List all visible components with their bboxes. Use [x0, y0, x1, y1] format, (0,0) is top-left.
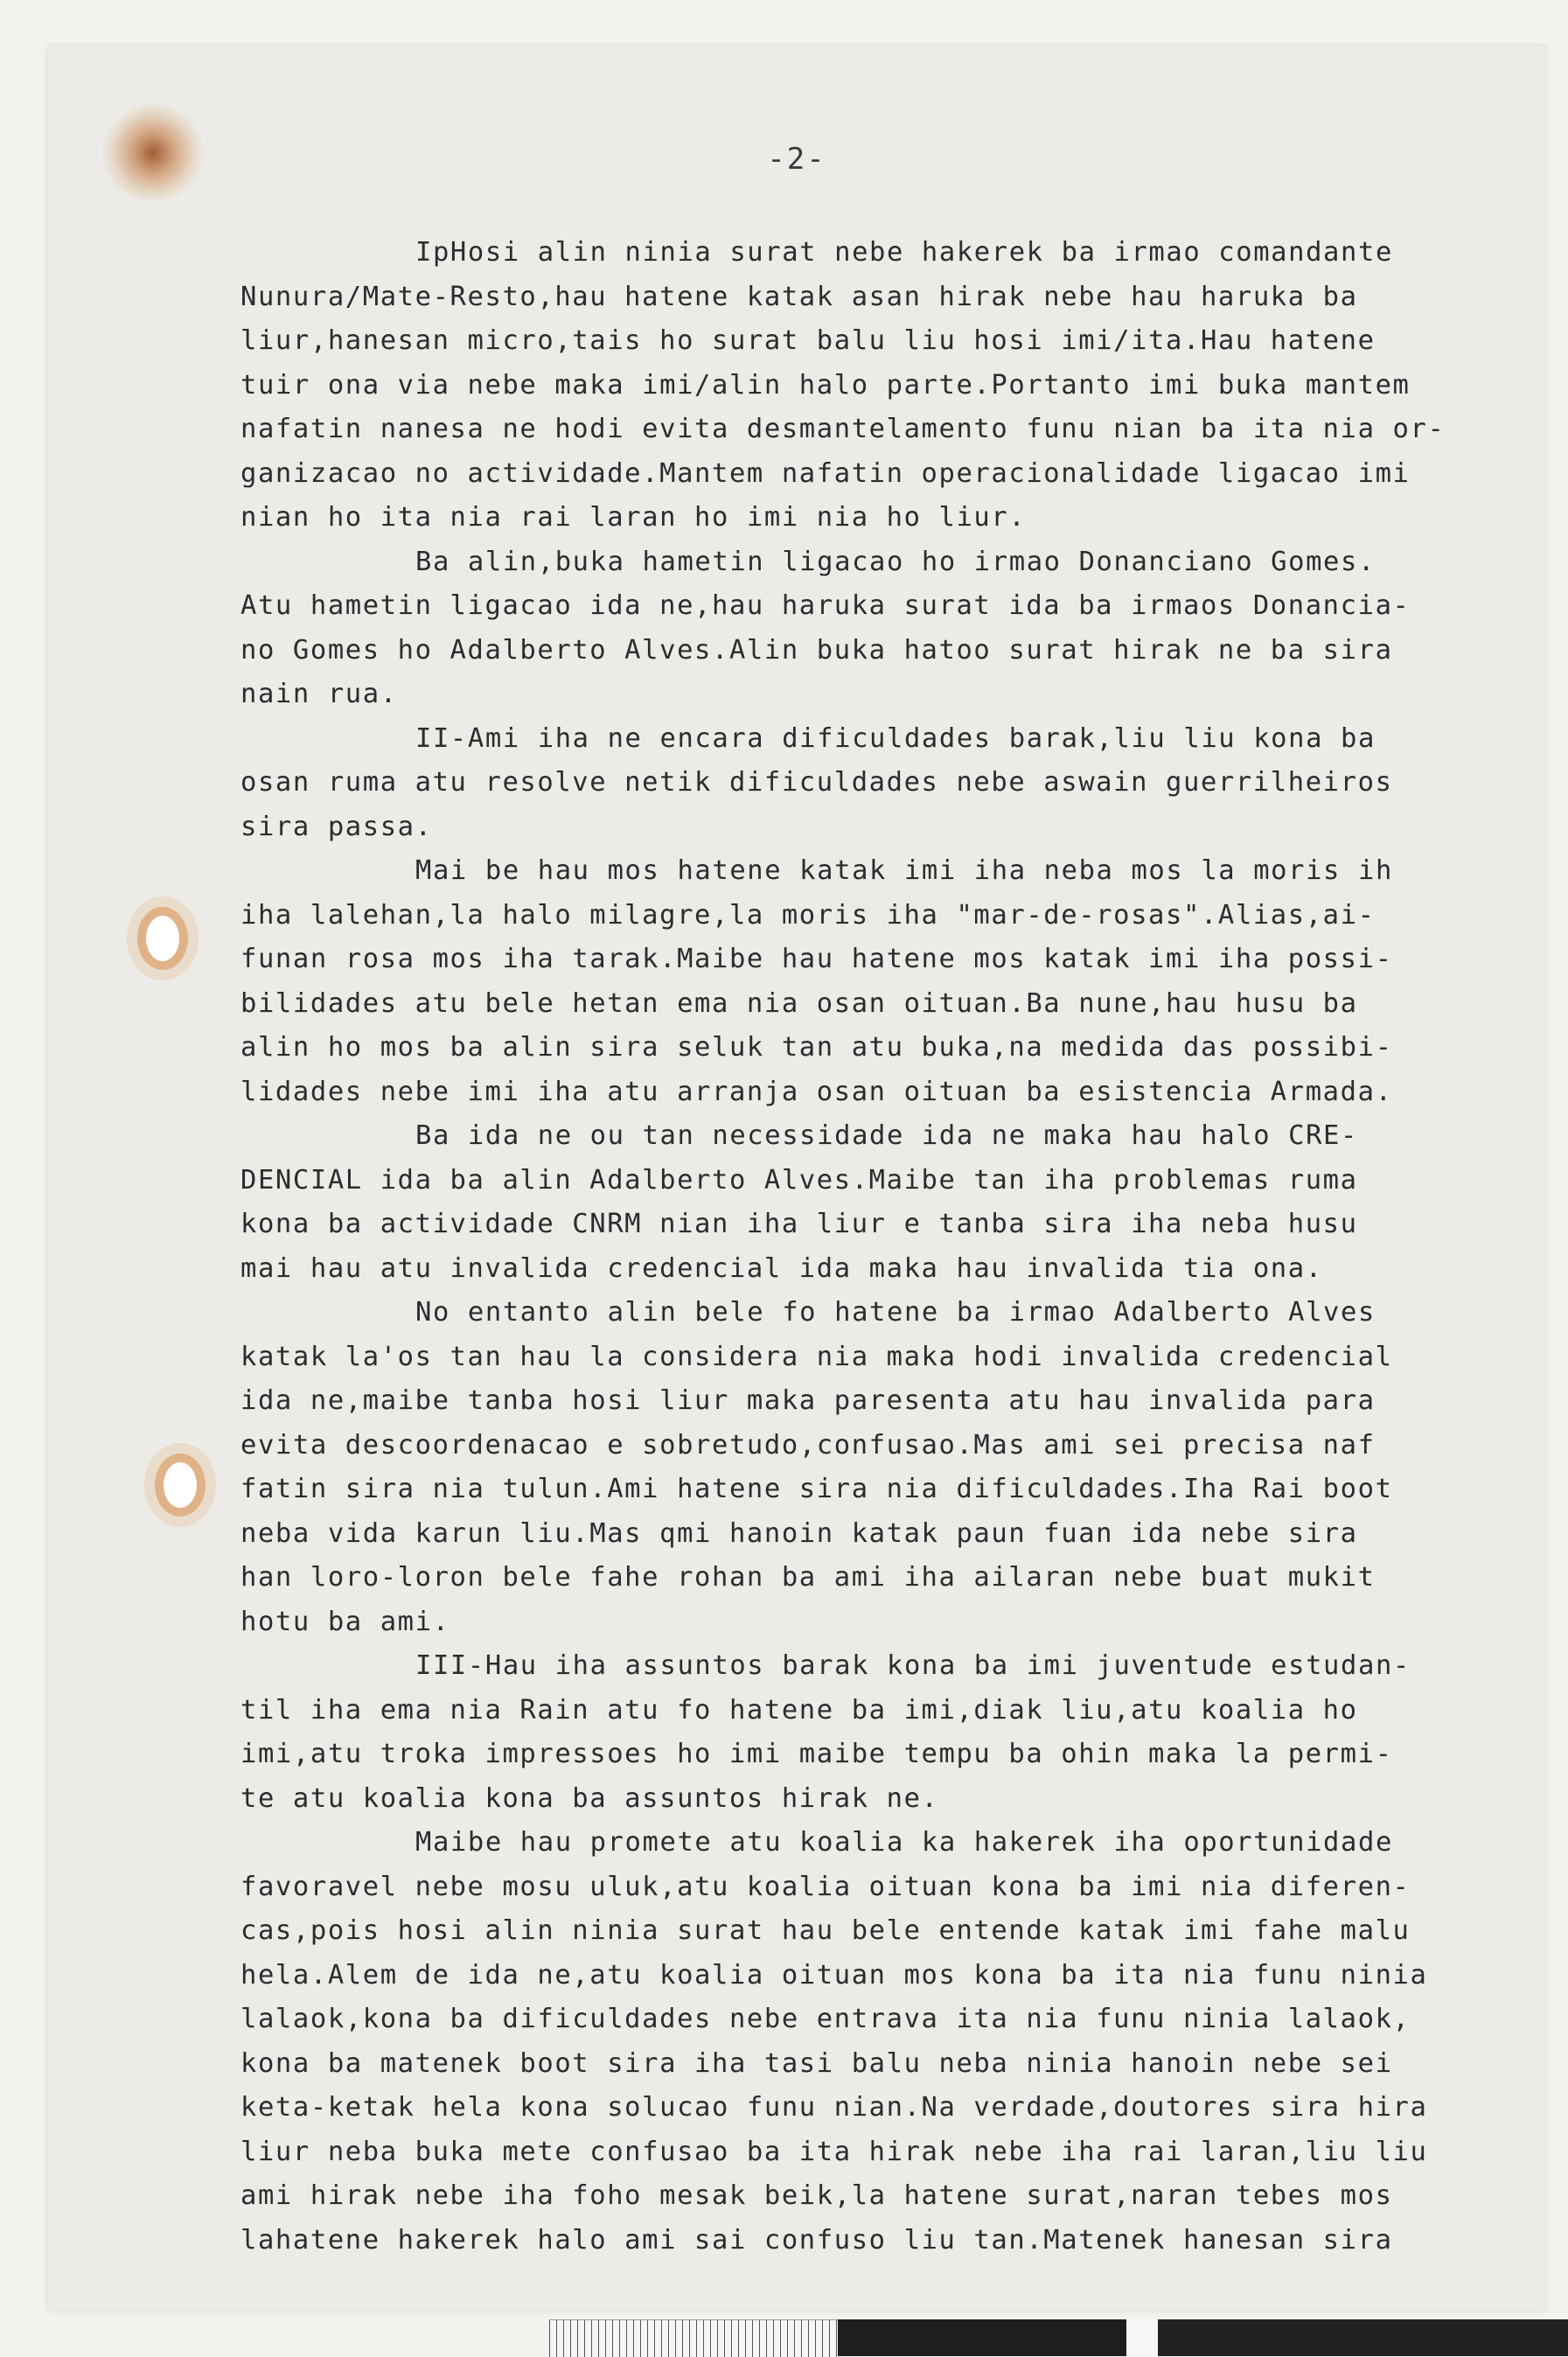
- text-line: IpHosi alin ninia surat nebe hakerek ba irmao comandante: [415, 237, 1393, 268]
- text-line: te atu koalia kona ba assuntos hirak ne.: [240, 1782, 939, 1814]
- scan-color-ruler: [549, 2319, 1568, 2356]
- text-line: neba vida karun liu.Mas qmi hanoin katak paun fuan ida nebe sira: [240, 1517, 1358, 1549]
- text-line: han loro-loron bele fahe rohan ba ami iha ailaran nebe buat mukit: [240, 1562, 1376, 1593]
- text-line: osan ruma atu resolve netik dificuldades nebe aswain guerrilheiros: [240, 767, 1393, 798]
- text-line: lidades nebe imi iha atu arranja osan oituan ba esistencia Armada.: [240, 1076, 1393, 1107]
- text-line: Ba ida ne ou tan necessidade ida ne maka hau halo CRE-: [415, 1120, 1358, 1151]
- page-number: -2-: [767, 142, 826, 177]
- text-line: nain rua.: [240, 679, 398, 709]
- text-line: Maibe hau promete atu koalia ka hakerek iha oportunidade: [415, 1827, 1393, 1858]
- text-line: iha lalehan,la halo milagre,la moris iha "mar-de-rosas".Alias,ai-: [240, 899, 1376, 931]
- text-line: hela.Alem de ida ne,atu koalia oituan mos kona ba ita nia funu ninia: [240, 1959, 1428, 1991]
- text-line: sira passa.: [240, 811, 433, 842]
- text-line: nian ho ita nia rai laran ho imi nia ho liur.: [240, 502, 1027, 533]
- text-line: lalaok,kona ba dificuldades nebe entrava ita nia funu ninia lalaok,: [240, 2004, 1411, 2034]
- text-line: til iha ema nia Rain atu fo hatene ba imi,diak liu,atu koalia ho: [240, 1694, 1358, 1726]
- text-line: evita descoordenacao e sobretudo,confusao.Mas ami sei precisa naf: [240, 1429, 1376, 1461]
- text-line: III-Hau iha assuntos barak kona ba imi juventude estudan-: [415, 1650, 1411, 1681]
- text-line: tuir ona via nebe maka imi/alin halo parte.Portanto imi buka mantem: [240, 369, 1411, 401]
- text-line: no Gomes ho Adalberto Alves.Alin buka hatoo surat hirak ne ba sira: [240, 634, 1393, 666]
- text-line: lahatene hakerek halo ami sai confuso liu tan.Matenek hanesan sira: [240, 2224, 1393, 2256]
- text-line: Nunura/Mate-Resto,hau hatene katak asan hirak nebe hau haruka ba: [240, 281, 1358, 312]
- text-line: II-Ami iha ne encara dificuldades barak,liu liu kona ba: [415, 722, 1376, 754]
- text-line: liur neba buka mete confusao ba ita hirak nebe iha rai laran,liu liu: [240, 2136, 1428, 2167]
- text-line: kona ba actividade CNRM nian iha liur e tanba sira iha neba husu: [240, 1209, 1358, 1239]
- text-line: katak la'os tan hau la considera nia maka hodi invalida credencial: [240, 1341, 1393, 1372]
- text-line: liur,hanesan micro,tais ho surat balu liu hosi imi/ita.Hau hatene: [240, 325, 1376, 356]
- text-line: keta-ketak hela kona solucao funu nian.Na verdade,doutores sira hira: [240, 2092, 1428, 2123]
- text-line: mai hau atu invalida credencial ida maka hau invalida tia ona.: [240, 1252, 1323, 1284]
- text-line: nafatin nanesa ne hodi evita desmantelamento funu nian ba ita nia or-: [240, 414, 1446, 444]
- text-line: funan rosa mos iha tarak.Maibe hau hatene mos katak imi iha possi-: [240, 944, 1393, 974]
- text-line: DENCIAL ida ba alin Adalberto Alves.Maibe tan iha problemas ruma: [240, 1164, 1358, 1196]
- text-line: fatin sira nia tulun.Ami hatene sira nia dificuldades.Iha Rai boot: [240, 1474, 1393, 1504]
- ruler-black-patch: [1158, 2319, 1568, 2356]
- letter-body: [240, 231, 1552, 2263]
- punch-hole: [164, 1462, 197, 1508]
- text-line: ami hirak nebe iha foho mesak beik,la hatene surat,naran tebes mos: [240, 2180, 1393, 2211]
- text-line: Ba alin,buka hametin ligacao ho irmao Donanciano Gomes.: [415, 546, 1376, 577]
- punch-hole: [146, 916, 179, 961]
- ruler-white-patch: [1126, 2319, 1158, 2356]
- ruler-scale: [549, 2319, 838, 2357]
- text-line: Atu hametin ligacao ida ne,hau haruka surat ida ba irmaos Donancia-: [240, 590, 1411, 621]
- ruler-black-patch: [838, 2319, 1126, 2356]
- text-line: kona ba matenek boot sira iha tasi balu neba ninia hanoin nebe sei: [240, 2047, 1393, 2079]
- document-page: [48, 45, 1545, 2311]
- text-line: No entanto alin bele fo hatene ba irmao Adalberto Alves: [415, 1297, 1376, 1328]
- text-line: ida ne,maibe tanba hosi liur maka paresenta atu hau invalida para: [240, 1385, 1376, 1416]
- text-line: imi,atu troka impressoes ho imi maibe tempu ba ohin maka la permi-: [240, 1739, 1393, 1769]
- text-line: cas,pois hosi alin ninia surat hau bele entende katak imi fahe malu: [240, 1915, 1411, 1946]
- text-line: Mai be hau mos hatene katak imi iha neba mos la moris ih: [415, 855, 1393, 886]
- text-line: alin ho mos ba alin sira seluk tan atu buka,na medida das possibi-: [240, 1032, 1393, 1063]
- text-line: hotu ba ami.: [240, 1606, 450, 1637]
- text-line: bilidades atu bele hetan ema nia osan oituan.Ba nune,hau husu ba: [240, 987, 1358, 1019]
- text-line: favoravel nebe mosu uluk,atu koalia oituan kona ba imi nia diferen-: [240, 1871, 1411, 1902]
- text-line: ganizacao no actividade.Mantem nafatin operacionalidade ligacao imi: [240, 457, 1411, 489]
